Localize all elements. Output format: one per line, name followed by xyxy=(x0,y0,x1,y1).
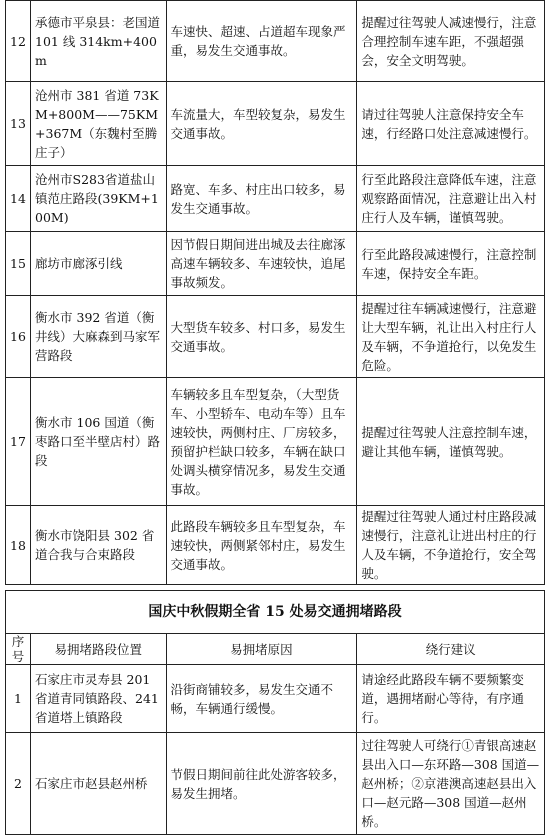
hazard-cause: 大型货车较多、村口多，易发生交通事故。 xyxy=(166,296,357,378)
congestion-table xyxy=(5,590,545,835)
table-title: 国庆中秋假期全省 15 处易交通拥堵路段 xyxy=(6,591,545,634)
table-row xyxy=(6,506,545,585)
row-number: 1 xyxy=(6,665,31,733)
hazard-cause: 因节假日期间进出城及去往廊涿高速车辆较多、车速较快，追尾事故频发。 xyxy=(166,232,357,296)
row-number: 14 xyxy=(6,166,31,232)
hazard-cause: 车速快、超速、占道超车现象严重，易发生交通事故。 xyxy=(166,1,357,82)
row-number: 17 xyxy=(6,378,31,506)
road-location: 沧州市 381 省道 73KM+800M——75KM+367M（东魏村至腾庄子） xyxy=(31,82,167,166)
driving-advice: 请过往驾驶人注意保持安全车速，行经路口处注意减速慢行。 xyxy=(357,82,545,166)
driving-advice: 行至此路段注意降低车速，注意观察路面情况，注意避让出入村庄行人及车辆，谨慎驾驶。 xyxy=(357,166,545,232)
header-cause: 易拥堵原因 xyxy=(166,634,357,665)
header-advice: 绕行建议 xyxy=(357,634,545,665)
driving-advice: 行至此路段减速慢行，注意控制车速，保持安全车距。 xyxy=(357,232,545,296)
table-row xyxy=(6,166,545,232)
road-location: 沧州市S283省道盐山镇范庄路段(39KM+100M) xyxy=(31,166,167,232)
row-number: 16 xyxy=(6,296,31,378)
row-number: 13 xyxy=(6,82,31,166)
road-location: 廊坊市廊涿引线 xyxy=(31,232,167,296)
road-location: 石家庄市灵寿县 201 省道青同镇路段、241 省道塔上镇路段 xyxy=(31,665,167,733)
table-row xyxy=(6,378,545,506)
table-row xyxy=(6,232,545,296)
detour-advice: 请途经此路段车辆不要频繁变道，遇拥堵耐心等待，有序通行。 xyxy=(357,665,545,733)
hazard-cause: 车辆较多且车型复杂，（大型货车、小型轿车、电动车等）且车速较快，两侧村庄、厂房较多，预留护栏缺口较多，车辆在缺口处调头横穿情况多，易发生交通事故。 xyxy=(166,378,357,506)
row-number: 18 xyxy=(6,506,31,585)
header-number: 序号 xyxy=(6,634,31,665)
road-location: 石家庄市赵县赵州桥 xyxy=(31,733,167,835)
header-location: 易拥堵路段位置 xyxy=(31,634,167,665)
table-row xyxy=(6,82,545,166)
row-number: 12 xyxy=(6,1,31,82)
driving-advice: 提醒过往驾驶人减速慢行，注意合理控制车速车距，不强超强会，安全文明驾驶。 xyxy=(357,1,545,82)
row-number: 15 xyxy=(6,232,31,296)
hazard-cause: 路宽、车多、村庄出口较多，易发生交通事故。 xyxy=(166,166,357,232)
congestion-cause: 沿街商铺较多，易发生交通不畅，车辆通行缓慢。 xyxy=(166,665,357,733)
congestion-cause: 节假日期间前往此处游客较多，易发生拥堵。 xyxy=(166,733,357,835)
detour-advice: 过往驾驶人可绕行①青银高速赵县出入口—东环路—308 国道—赵州桥；②京港澳高速赵县出入口—赵元路—308 国道—赵州桥。 xyxy=(357,733,545,835)
table-row xyxy=(6,665,545,733)
road-location: 衡水市 106 国道（衡枣路口至半壁店村）路段 xyxy=(31,378,167,506)
table-header-row xyxy=(6,634,545,665)
hazard-cause: 车流量大，车型较复杂，易发生交通事故。 xyxy=(166,82,357,166)
road-location: 衡水市 392 省道（衡井线）大麻森到马家军营路段 xyxy=(31,296,167,378)
road-safety-table xyxy=(5,0,545,585)
driving-advice: 提醒过往驾驶人通过村庄路段减速慢行，注意礼让进出村庄的行人及车辆，不争道抢行，安全驾驶。 xyxy=(357,506,545,585)
row-number: 2 xyxy=(6,733,31,835)
driving-advice: 提醒过往驾驶人注意控制车速，避让其他车辆，谨慎驾驶。 xyxy=(357,378,545,506)
table-row xyxy=(6,733,545,835)
hazard-cause: 此路段车辆较多且车型复杂，车速较快，两侧紧邻村庄，易发生交通事故。 xyxy=(166,506,357,585)
road-location: 衡水市饶阳县 302 省道合我与合束路段 xyxy=(31,506,167,585)
table-row xyxy=(6,1,545,82)
table-title-row xyxy=(6,591,545,634)
driving-advice: 提醒过往车辆减速慢行，注意避让大型车辆，礼让出入村庄行人及车辆，不争道抢行，以免发生危险。 xyxy=(357,296,545,378)
table-row xyxy=(6,296,545,378)
road-location: 承德市平泉县：老国道 101 线 314km+400m xyxy=(31,1,167,82)
